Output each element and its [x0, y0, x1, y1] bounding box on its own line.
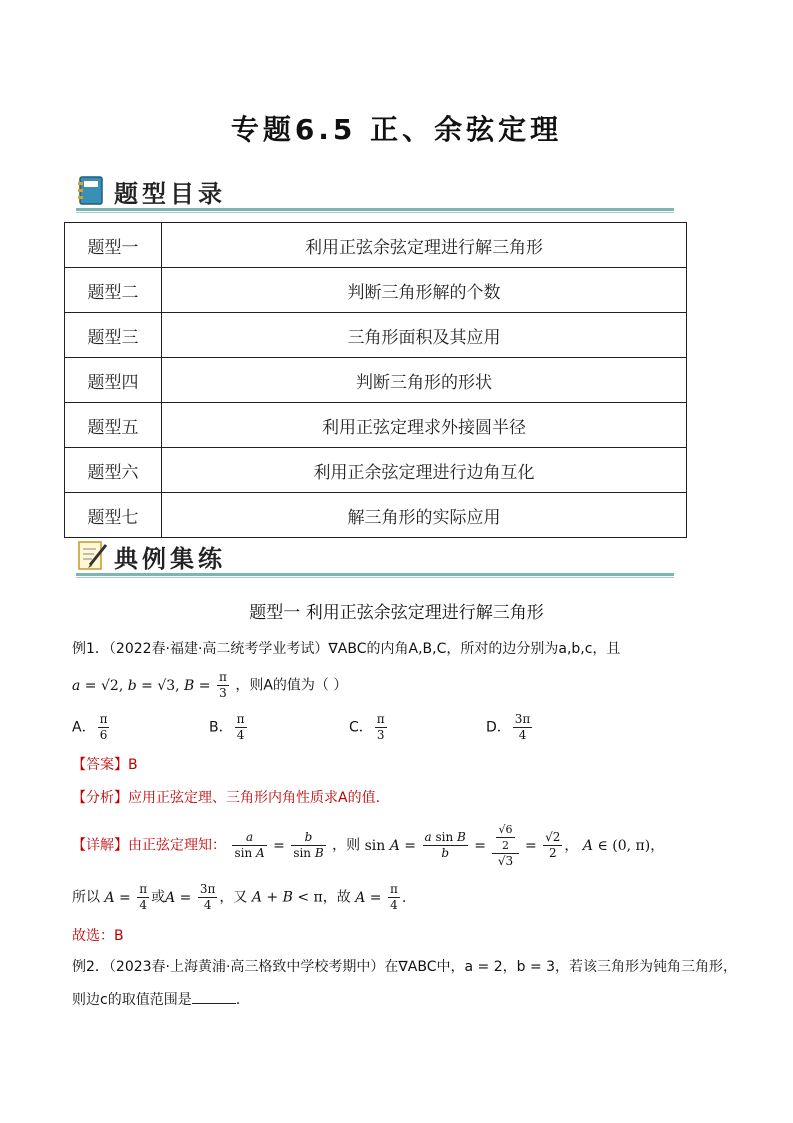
pen-paper-icon: [76, 539, 108, 571]
detail-lead: 由正弦定理知：: [128, 837, 226, 854]
example-1-analysis: [72, 787, 380, 807]
example-1-detail: [72, 822, 664, 869]
section-label: 典例集练: [114, 544, 226, 573]
option-a[interactable]: A． $\frac{\pi}{6}$: [72, 712, 108, 742]
answer-tag: 【答案】: [72, 757, 128, 773]
catalog-row: [65, 403, 687, 448]
catalog-row: [65, 448, 687, 493]
section-header-examples: [76, 537, 676, 577]
catalog-topic[interactable]: 判断三角形解的个数: [162, 268, 687, 313]
catalog-type: 题型七: [65, 493, 162, 538]
catalog-topic[interactable]: 利用正弦余弦定理进行解三角形: [162, 223, 687, 268]
catalog-row: [65, 493, 687, 538]
section-rule: [76, 208, 674, 211]
example-2-stem: 例2．（2023春·上海黄浦·高三格致中学校考期中）在∇ABC中，a = 2，b = 3，若该三角形为钝角三角形，: [72, 959, 738, 975]
analysis-tag: 【分析】: [72, 790, 128, 806]
example-1-answer: [72, 754, 138, 774]
section-header-catalog: [76, 172, 676, 212]
catalog-type: 题型二: [65, 268, 162, 313]
example-1-condition: [72, 670, 347, 701]
section-rule-thin: [76, 212, 674, 213]
catalog-topic[interactable]: 三角形面积及其应用: [162, 313, 687, 358]
catalog-row: [65, 268, 687, 313]
option-d[interactable]: D． $\frac{3\pi}{4}$: [486, 712, 531, 742]
analysis-text: 应用正弦定理、三角形内角性质求A的值.: [128, 790, 381, 806]
sin-a-formula: sin A = $\frac{\text{a sin B}}{b}$ = $\frac{\frac{√6}{2}}{√3}$ = $\frac{√2}{2}$ ， A ∈ (0, π)，: [364, 823, 665, 868]
catalog-type: 题型三: [65, 313, 162, 358]
option-b[interactable]: B． $\frac{\pi}{4}$: [209, 712, 245, 742]
catalog-row: [65, 313, 687, 358]
sine-law-formula: $\frac{a}{\text{sin A}}$ = $\frac{b}{\text{sin B}}$: [234, 830, 324, 860]
catalog-topic[interactable]: 利用正弦定理求外接圆半径: [162, 403, 687, 448]
example-2-question: 则边c的取值范围是 .: [72, 992, 241, 1008]
catalog-topic[interactable]: 判断三角形的形状: [162, 358, 687, 403]
example-1-stem: 例1．（2022春·福建·高二统考学业考试）∇ABC的内角A,B,C，所对的边分别为a,b,c，且: [72, 641, 621, 657]
option-c[interactable]: C． $\frac{\pi}{3}$: [349, 712, 385, 742]
catalog-row: [65, 358, 687, 403]
catalog-type: 题型四: [65, 358, 162, 403]
catalog-type: 题型一: [65, 223, 162, 268]
detail-mid: ，则: [332, 837, 361, 854]
catalog-row: [65, 223, 687, 268]
notebook-icon: [76, 174, 108, 206]
condition-formula: a = √2, b = √3, B = $\frac{\pi}{3}$: [72, 670, 227, 700]
catalog-topic[interactable]: 解三角形的实际应用: [162, 493, 687, 538]
answer-blank[interactable]: [192, 991, 236, 1004]
example-1-choose: 故选：B: [72, 928, 124, 944]
section-label: 题型目录: [114, 179, 226, 208]
catalog-type: 题型五: [65, 403, 162, 448]
section-rule-thin: [76, 577, 674, 578]
section-rule: [76, 573, 674, 576]
example-1-conclusion: 所以 A = $\frac{\pi}{4}$ 或A = $\frac{3\pi}{4}$ ，又 A + B < π，故 A = $\frac{\pi}{4}$ .: [72, 882, 407, 912]
type-heading: 题型一 利用正弦余弦定理进行解三角形: [249, 603, 544, 623]
catalog-table: [64, 222, 687, 538]
detail-tag: 【详解】: [72, 837, 128, 854]
catalog-topic[interactable]: 利用正余弦定理进行边角互化: [162, 448, 687, 493]
page-title: 专题6.5 正、余弦定理: [230, 113, 563, 146]
answer-value: B: [128, 757, 138, 773]
condition-question: ，则A的值为（ ）: [235, 677, 348, 694]
catalog-type: 题型六: [65, 448, 162, 493]
